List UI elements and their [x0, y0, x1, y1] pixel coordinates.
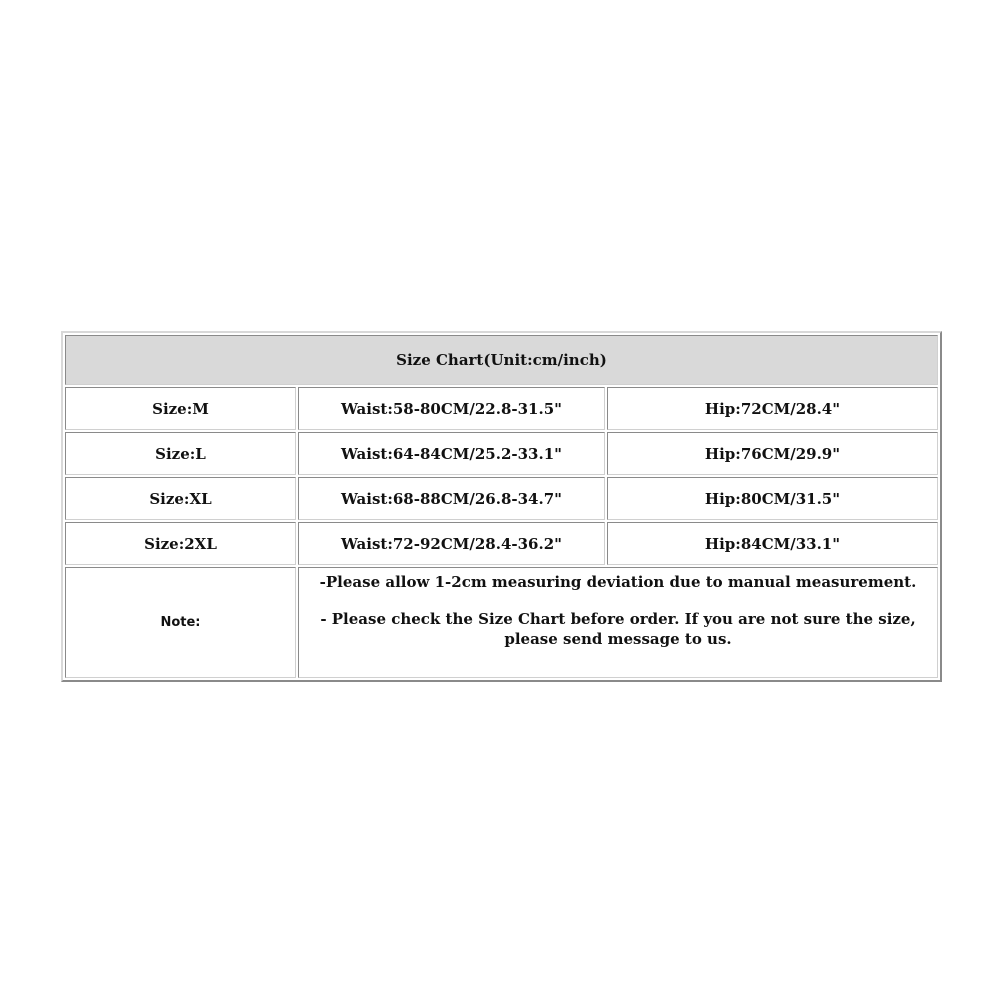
- note-line: -Please allow 1-2cm measuring deviation due to manual measurement.: [319, 573, 917, 591]
- size-cell: Size:L: [65, 432, 296, 475]
- waist-cell: Waist:68-88CM/26.8-34.7": [298, 477, 605, 520]
- hip-cell: Hip:84CM/33.1": [607, 522, 938, 565]
- note-line: - Please check the Size Chart before order. If you are not sure the size, please send message to us.: [320, 610, 916, 648]
- note-label: Note:: [65, 567, 296, 678]
- note-text: [298, 567, 938, 678]
- waist-cell: Waist:72-92CM/28.4-36.2": [298, 522, 605, 565]
- waist-cell: Waist:58-80CM/22.8-31.5": [298, 387, 605, 430]
- table-title: Size Chart(Unit:cm/inch): [65, 335, 938, 385]
- hip-cell: Hip:76CM/29.9": [607, 432, 938, 475]
- size-cell: Size:XL: [65, 477, 296, 520]
- size-cell: Size:2XL: [65, 522, 296, 565]
- hip-cell: Hip:72CM/28.4": [607, 387, 938, 430]
- size-chart-table: [61, 331, 942, 682]
- hip-cell: Hip:80CM/31.5": [607, 477, 938, 520]
- size-cell: Size:M: [65, 387, 296, 430]
- waist-cell: Waist:64-84CM/25.2-33.1": [298, 432, 605, 475]
